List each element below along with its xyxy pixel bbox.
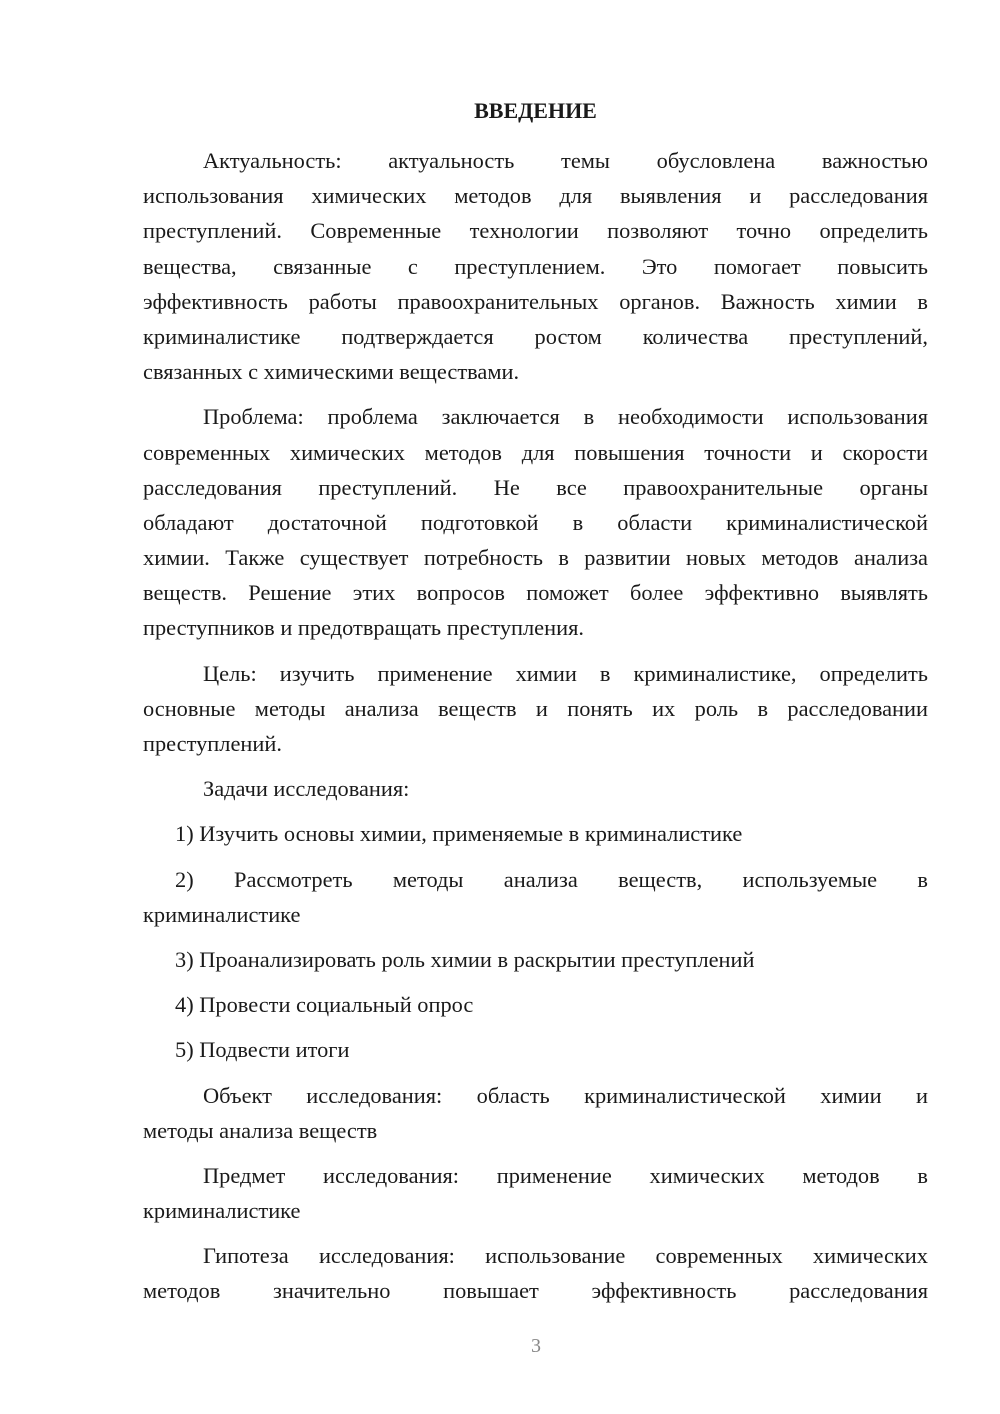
text-line: 4) Провести социальный опрос — [175, 992, 474, 1018]
text-line: эффективность работы правоохранительных органов. Важность химии в — [143, 288, 928, 314]
list-item-task-2 — [143, 862, 928, 932]
text-line: связанных с химическими веществами. — [143, 359, 520, 385]
text-line: использования химических методов для выявления и расследования — [143, 183, 928, 209]
text-line: Гипотеза исследования: использование современных химических — [203, 1243, 928, 1269]
document-body — [143, 143, 928, 1319]
list-item-task-4 — [143, 987, 928, 1022]
text-line: Проблема: проблема заключается в необходимости использования — [203, 404, 928, 430]
text-line: расследования преступлений. Не все правоохранительные органы — [143, 474, 928, 500]
text-line: 1) Изучить основы химии, применяемые в криминалистике — [175, 821, 743, 847]
text-line: преступлений. Современные технологии позволяют точно определить — [143, 218, 928, 244]
paragraph-hypothesis — [143, 1238, 928, 1308]
paragraph-problem — [143, 399, 928, 645]
list-item-task-3 — [143, 942, 928, 977]
paragraph-relevance — [143, 143, 928, 389]
text-line: преступлений. — [143, 731, 282, 756]
text-line: Цель: изучить применение химии в криминалистике, определить — [203, 660, 928, 686]
text-line: современных химических методов для повышения точности и скорости — [143, 439, 928, 465]
list-item-task-5 — [143, 1032, 928, 1067]
text-line: обладают достаточной подготовкой в области криминалистической — [143, 509, 928, 535]
page-number: 3 — [531, 1335, 541, 1357]
text-line: Объект исследования: область криминалистической химии и — [203, 1082, 928, 1108]
text-line: методов значительно повышает эффективность расследования — [143, 1278, 928, 1304]
text-line: Актуальность: актуальность темы обусловлена важностью — [203, 148, 928, 173]
paragraph-goal — [143, 656, 928, 762]
text-line: Предмет исследования: применение химических методов в — [203, 1162, 928, 1188]
list-item-task-1 — [143, 816, 928, 851]
paragraph-tasks-title — [143, 771, 928, 806]
paragraph-object — [143, 1078, 928, 1148]
text-line: 2) Рассмотреть методы анализа веществ, используемые в — [175, 866, 928, 892]
section-heading: ВВЕДЕНИЕ — [474, 98, 597, 123]
text-line: криминалистике — [143, 1198, 301, 1224]
text-line: веществ. Решение этих вопросов поможет более эффективно выявлять — [143, 580, 928, 606]
text-line: методы анализа веществ — [143, 1117, 378, 1143]
paragraph-subject — [143, 1158, 928, 1228]
text-line: 5) Подвести итоги — [175, 1037, 350, 1063]
text-line: 3) Проанализировать роль химии в раскрытии преступлений — [175, 946, 755, 972]
text-line: химии. Также существует потребность в развитии новых методов анализа — [143, 545, 928, 571]
text-line: криминалистике — [143, 901, 301, 927]
text-line: основные методы анализа веществ и понять их роль в расследовании — [143, 695, 928, 721]
text-line: Задачи исследования: — [203, 776, 410, 802]
text-line: вещества, связанные с преступлением. Это помогает повысить — [143, 253, 928, 279]
text-line: преступников и предотвращать преступления. — [143, 615, 584, 641]
text-line: криминалистике подтверждается ростом количества преступлений, — [143, 323, 928, 349]
